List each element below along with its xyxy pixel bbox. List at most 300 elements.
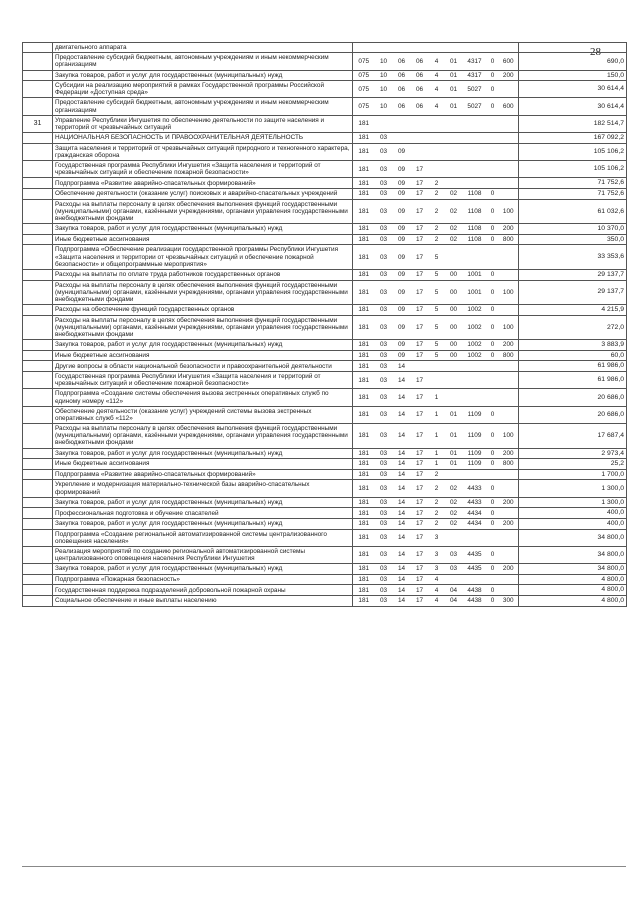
amount-cell [519,43,627,53]
direction-code-cell: 1002 [463,350,487,361]
direction-code-cell: 4435 [463,564,487,575]
ministry-code-cell: 181 [353,161,375,178]
subsection-code-cell: 14 [393,361,411,372]
expense-type-code-cell: 100 [499,199,519,224]
extra-code-cell [487,469,499,480]
subsection-code-cell: 14 [393,574,411,585]
item-name-cell: Иные бюджетные ассигнования [53,234,353,245]
event-code-cell: 00 [445,269,463,280]
item-name-cell: Подпрограмма «Развитие аварийно-спасательных формирований» [53,178,353,189]
ministry-code-cell: 181 [353,406,375,423]
table-row [23,315,627,340]
item-name-cell: Расходы на выплаты персоналу в целях обеспечения выполнения функций государственными (муниципальными) органами, казёнными учреждениями, органами управления государственными внебюджетными фондами [53,280,353,305]
row-number-cell [23,305,53,316]
section-code-cell: 03 [375,234,393,245]
subsection-code-cell [393,115,411,132]
subprogram-code-cell [429,161,445,178]
item-name-cell: Расходы на выплаты персоналу в целях обеспечения выполнения функций государственными (муниципальными) органами, казёнными учреждениями, органами управления государственными внебюджетными фондами [53,315,353,340]
direction-code-cell: 1108 [463,224,487,235]
item-name-cell: Подпрограмма «Создание системы обеспечения вызова экстренных оперативных служб по единому номеру «112» [53,389,353,406]
row-number-cell [23,43,53,53]
ministry-code-cell: 181 [353,234,375,245]
row-number-cell [23,529,53,546]
table-row [23,448,627,459]
subprogram-code-cell: 5 [429,315,445,340]
section-code-cell: 03 [375,585,393,596]
ministry-code-cell: 181 [353,224,375,235]
event-code-cell [445,245,463,270]
subsection-code-cell: 14 [393,459,411,470]
expense-type-code-cell [499,574,519,585]
row-number-cell [23,234,53,245]
row-number-cell [23,70,53,81]
row-number-cell [23,564,53,575]
program-code-cell: 17 [411,529,429,546]
subsection-code-cell: 14 [393,564,411,575]
amount-cell: 105 106,2 [519,161,627,178]
subsection-code-cell: 14 [393,372,411,389]
program-code-cell: 17 [411,199,429,224]
section-code-cell: 03 [375,469,393,480]
extra-code-cell: 0 [487,81,499,98]
table-row [23,372,627,389]
expense-type-code-cell: 200 [499,448,519,459]
amount-cell: 1 700,0 [519,469,627,480]
table-row [23,389,627,406]
direction-code-cell [463,133,487,144]
ministry-code-cell: 181 [353,546,375,563]
table-row [23,115,627,132]
expense-type-code-cell: 600 [499,98,519,115]
row-number-cell [23,596,53,607]
event-code-cell [445,161,463,178]
subsection-code-cell: 06 [393,70,411,81]
subprogram-code-cell: 4 [429,53,445,70]
expense-type-code-cell [499,161,519,178]
extra-code-cell: 0 [487,564,499,575]
subprogram-code-cell: 4 [429,574,445,585]
extra-code-cell [487,529,499,546]
ministry-code-cell: 181 [353,469,375,480]
table-row [23,529,627,546]
budget-table-sheet [22,42,626,864]
amount-cell: 4 800,0 [519,596,627,607]
subprogram-code-cell: 2 [429,189,445,200]
amount-cell: 33 353,6 [519,245,627,270]
extra-code-cell: 0 [487,98,499,115]
expense-type-code-cell: 200 [499,224,519,235]
extra-code-cell [487,245,499,270]
extra-code-cell: 0 [487,406,499,423]
section-code-cell: 03 [375,574,393,585]
section-code-cell: 03 [375,564,393,575]
amount-cell: 34 800,0 [519,546,627,563]
section-code-cell: 03 [375,508,393,519]
table-row [23,585,627,596]
extra-code-cell: 0 [487,424,499,449]
section-code-cell: 03 [375,133,393,144]
table-row [23,98,627,115]
subprogram-code-cell: 2 [429,199,445,224]
budget-table [22,42,627,607]
event-code-cell: 01 [445,459,463,470]
event-code-cell [445,178,463,189]
direction-code-cell: 4438 [463,585,487,596]
subprogram-code-cell [429,143,445,160]
item-name-cell: Обеспечение деятельности (оказание услуг) поисковых и аварийно-спасательных учреждений [53,189,353,200]
subsection-code-cell: 09 [393,234,411,245]
amount-cell: 272,0 [519,315,627,340]
table-row [23,43,627,53]
subsection-code-cell: 09 [393,143,411,160]
expense-type-code-cell [499,389,519,406]
row-number-cell [23,574,53,585]
table-row [23,178,627,189]
expense-type-code-cell [499,480,519,497]
event-code-cell: 02 [445,189,463,200]
program-code-cell: 17 [411,350,429,361]
direction-code-cell [463,245,487,270]
subsection-code-cell: 14 [393,424,411,449]
section-code-cell: 03 [375,529,393,546]
expense-type-code-cell [499,469,519,480]
expense-type-code-cell: 100 [499,315,519,340]
subprogram-code-cell [429,43,445,53]
program-code-cell: 17 [411,189,429,200]
program-code-cell: 17 [411,280,429,305]
subsection-code-cell: 06 [393,98,411,115]
item-name-cell: Защита населения и территорий от чрезвычайных ситуаций природного и техногенного характера, гражданская оборона [53,143,353,160]
subprogram-code-cell: 5 [429,269,445,280]
amount-cell: 20 686,0 [519,389,627,406]
item-name-cell: Укрепление и модернизация материально-технической базы аварийно-спасательных формирований [53,480,353,497]
section-code-cell: 03 [375,224,393,235]
extra-code-cell [487,115,499,132]
expense-type-code-cell [499,245,519,270]
item-name-cell: Государственная поддержка подразделений добровольной пожарной охраны [53,585,353,596]
program-code-cell: 17 [411,269,429,280]
item-name-cell: Управление Республики Ингушетия по обеспечению деятельности по защите населения и территорий от чрезвычайных ситуаций [53,115,353,132]
item-name-cell: Закупка товаров, работ и услуг для государственных (муниципальных) нужд [53,448,353,459]
direction-code-cell: 1002 [463,305,487,316]
amount-cell: 34 800,0 [519,529,627,546]
direction-code-cell: 1109 [463,424,487,449]
subsection-code-cell: 09 [393,178,411,189]
subprogram-code-cell: 5 [429,245,445,270]
program-code-cell: 17 [411,448,429,459]
event-code-cell [445,529,463,546]
table-row [23,305,627,316]
expense-type-code-cell [499,81,519,98]
table-row [23,234,627,245]
direction-code-cell: 4433 [463,497,487,508]
table-row [23,280,627,305]
event-code-cell: 02 [445,480,463,497]
row-number-cell [23,280,53,305]
ministry-code-cell: 075 [353,70,375,81]
expense-type-code-cell [499,372,519,389]
program-code-cell: 06 [411,70,429,81]
direction-code-cell [463,389,487,406]
expense-type-code-cell [499,189,519,200]
item-name-cell: Реализация мероприятий по созданию региональной автоматизированной системы централизованного оповещения населения Республики Ингушетия [53,546,353,563]
program-code-cell: 17 [411,340,429,351]
program-code-cell: 17 [411,224,429,235]
section-code-cell: 03 [375,143,393,160]
program-code-cell [411,361,429,372]
direction-code-cell: 5027 [463,98,487,115]
amount-cell: 29 137,7 [519,280,627,305]
event-code-cell [445,469,463,480]
item-name-cell: двигательного аппарата [53,43,353,53]
table-row [23,574,627,585]
event-code-cell: 02 [445,224,463,235]
subprogram-code-cell: 4 [429,596,445,607]
direction-code-cell: 1109 [463,459,487,470]
program-code-cell: 17 [411,546,429,563]
subprogram-code-cell: 1 [429,389,445,406]
row-number-cell [23,189,53,200]
table-row [23,224,627,235]
event-code-cell: 02 [445,508,463,519]
row-number-cell [23,199,53,224]
row-number-cell [23,98,53,115]
extra-code-cell: 0 [487,280,499,305]
table-row [23,70,627,81]
extra-code-cell: 0 [487,480,499,497]
expense-type-code-cell: 600 [499,53,519,70]
section-code-cell: 03 [375,269,393,280]
ministry-code-cell: 075 [353,81,375,98]
section-code-cell: 03 [375,459,393,470]
event-code-cell: 00 [445,305,463,316]
program-code-cell: 17 [411,585,429,596]
table-row [23,518,627,529]
subprogram-code-cell: 4 [429,81,445,98]
subprogram-code-cell: 2 [429,178,445,189]
table-row [23,53,627,70]
item-name-cell: Подпрограмма «Развитие аварийно-спасательных формирований» [53,469,353,480]
ministry-code-cell: 181 [353,199,375,224]
amount-cell: 400,0 [519,518,627,529]
row-number-cell [23,406,53,423]
subprogram-code-cell [429,361,445,372]
program-code-cell: 17 [411,497,429,508]
subsection-code-cell: 14 [393,406,411,423]
expense-type-code-cell [499,529,519,546]
section-code-cell [375,43,393,53]
ministry-code-cell: 181 [353,133,375,144]
row-number-cell [23,389,53,406]
section-code-cell: 03 [375,406,393,423]
direction-code-cell: 1002 [463,315,487,340]
subsection-code-cell: 09 [393,245,411,270]
row-number-cell [23,372,53,389]
program-code-cell [411,133,429,144]
row-number-cell [23,508,53,519]
row-number-cell [23,469,53,480]
event-code-cell: 04 [445,596,463,607]
subprogram-code-cell: 1 [429,448,445,459]
row-number-cell [23,53,53,70]
program-code-cell: 17 [411,406,429,423]
table-row [23,189,627,200]
expense-type-code-cell: 200 [499,564,519,575]
row-number-cell [23,315,53,340]
subsection-code-cell: 14 [393,508,411,519]
subsection-code-cell: 09 [393,280,411,305]
item-name-cell: Иные бюджетные ассигнования [53,350,353,361]
ministry-code-cell: 181 [353,480,375,497]
event-code-cell [445,115,463,132]
amount-cell: 60,0 [519,350,627,361]
event-code-cell: 01 [445,424,463,449]
row-number-cell [23,448,53,459]
subprogram-code-cell [429,115,445,132]
amount-cell: 2 973,4 [519,448,627,459]
row-number-cell [23,361,53,372]
ministry-code-cell: 181 [353,529,375,546]
event-code-cell [445,143,463,160]
subsection-code-cell: 14 [393,448,411,459]
item-name-cell: Другие вопросы в области национальной безопасности и правоохранительной деятельности [53,361,353,372]
event-code-cell: 04 [445,585,463,596]
ministry-code-cell: 181 [353,245,375,270]
ministry-code-cell: 181 [353,596,375,607]
direction-code-cell: 4434 [463,508,487,519]
amount-cell: 4 800,0 [519,585,627,596]
event-code-cell: 01 [445,406,463,423]
row-number-cell [23,143,53,160]
row-number-cell [23,480,53,497]
extra-code-cell [487,161,499,178]
subprogram-code-cell: 3 [429,529,445,546]
direction-code-cell [463,143,487,160]
extra-code-cell: 0 [487,448,499,459]
table-row [23,161,627,178]
expense-type-code-cell [499,406,519,423]
direction-code-cell: 1001 [463,269,487,280]
extra-code-cell: 0 [487,199,499,224]
ministry-code-cell: 181 [353,269,375,280]
amount-cell: 30 614,4 [519,98,627,115]
row-number-cell [23,424,53,449]
amount-cell: 400,0 [519,508,627,519]
expense-type-code-cell [499,546,519,563]
amount-cell: 1 300,0 [519,497,627,508]
extra-code-cell: 0 [487,350,499,361]
direction-code-cell: 1109 [463,448,487,459]
direction-code-cell [463,574,487,585]
subsection-code-cell: 14 [393,497,411,508]
row-number-cell [23,340,53,351]
row-number-cell [23,81,53,98]
direction-code-cell: 1001 [463,280,487,305]
ministry-code-cell [353,43,375,53]
direction-code-cell: 1002 [463,340,487,351]
event-code-cell: 00 [445,315,463,340]
event-code-cell [445,389,463,406]
extra-code-cell: 0 [487,234,499,245]
subsection-code-cell: 14 [393,596,411,607]
subprogram-code-cell: 3 [429,564,445,575]
subsection-code-cell: 14 [393,529,411,546]
table-row [23,340,627,351]
subprogram-code-cell: 2 [429,497,445,508]
extra-code-cell [487,133,499,144]
ministry-code-cell: 181 [353,280,375,305]
extra-code-cell: 0 [487,224,499,235]
section-code-cell: 03 [375,161,393,178]
event-code-cell: 01 [445,81,463,98]
extra-code-cell: 0 [487,315,499,340]
item-name-cell: Подпрограмма «Обеспечение реализации государственной программы Республики Ингушетия «Защита населения и территории от чрезвычайных ситуаций и обеспечение пожарной безопасности» и общепрограммные мероприятия» [53,245,353,270]
subprogram-code-cell: 2 [429,224,445,235]
ministry-code-cell: 181 [353,178,375,189]
program-code-cell: 06 [411,53,429,70]
section-code-cell: 10 [375,98,393,115]
expense-type-code-cell [499,115,519,132]
ministry-code-cell: 181 [353,508,375,519]
program-code-cell: 17 [411,518,429,529]
extra-code-cell [487,43,499,53]
subprogram-code-cell: 1 [429,406,445,423]
row-number-cell [23,350,53,361]
program-code-cell: 17 [411,234,429,245]
section-code-cell: 03 [375,389,393,406]
direction-code-cell: 1108 [463,234,487,245]
row-number-cell [23,178,53,189]
event-code-cell [445,574,463,585]
subsection-code-cell [393,43,411,53]
section-code-cell: 03 [375,361,393,372]
subsection-code-cell: 09 [393,269,411,280]
extra-code-cell: 0 [487,459,499,470]
expense-type-code-cell [499,508,519,519]
item-name-cell: Предоставление субсидий бюджетным, автономным учреждениям и иным некоммерческим организациям [53,98,353,115]
table-row [23,546,627,563]
direction-code-cell [463,178,487,189]
row-number-cell [23,224,53,235]
event-code-cell [445,372,463,389]
direction-code-cell: 1108 [463,189,487,200]
table-row [23,143,627,160]
subsection-code-cell: 14 [393,389,411,406]
table-row [23,350,627,361]
subsection-code-cell: 06 [393,53,411,70]
program-code-cell: 17 [411,161,429,178]
amount-cell: 71 752,6 [519,178,627,189]
section-code-cell: 03 [375,340,393,351]
direction-code-cell [463,469,487,480]
amount-cell: 167 092,2 [519,133,627,144]
event-code-cell: 02 [445,199,463,224]
program-code-cell: 06 [411,98,429,115]
event-code-cell [445,361,463,372]
event-code-cell: 02 [445,497,463,508]
amount-cell: 10 370,0 [519,224,627,235]
section-code-cell: 03 [375,480,393,497]
subsection-code-cell: 14 [393,480,411,497]
subprogram-code-cell: 5 [429,350,445,361]
ministry-code-cell: 181 [353,361,375,372]
extra-code-cell: 0 [487,53,499,70]
expense-type-code-cell: 200 [499,518,519,529]
direction-code-cell: 1109 [463,406,487,423]
table-row [23,497,627,508]
program-code-cell: 17 [411,459,429,470]
event-code-cell: 02 [445,518,463,529]
